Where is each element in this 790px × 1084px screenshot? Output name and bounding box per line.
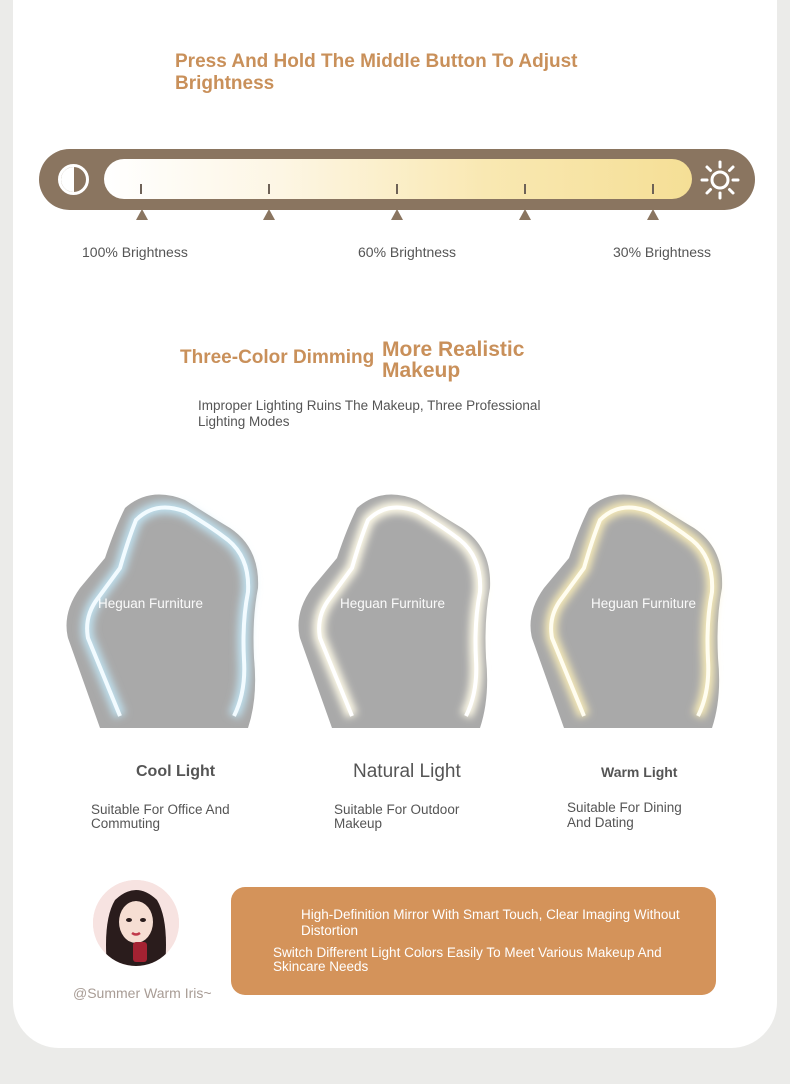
section-title: Three-Color Dimming: [180, 347, 375, 368]
mirror-warm-image: [524, 488, 734, 738]
half-circle-contrast-icon: [58, 164, 89, 195]
mode-desc-warm: Suitable For Dining And Dating: [567, 800, 682, 830]
review-text-2: Switch Different Light Colors Easily To Meet Various Makeup And Skincare Needs: [273, 945, 662, 974]
section-subtitle: Improper Lighting Ruins The Makeup, Three Professional Lighting Modes: [198, 398, 541, 429]
section-title-accent: More Realistic Makeup: [382, 338, 525, 382]
brightness-label-60: 60% Brightness: [358, 244, 457, 260]
mode-desc-natural: Suitable For Outdoor Makeup: [334, 802, 460, 831]
level-marker-icon: [519, 209, 531, 220]
level-marker-icon: [136, 209, 148, 220]
mirror-watermark: Heguan Furniture: [340, 596, 446, 611]
brightness-fill: [104, 159, 692, 199]
review-handle: @Summer Warm Iris~: [73, 985, 212, 1001]
bar-tick: [524, 184, 526, 194]
avatar: [93, 880, 179, 966]
bar-tick: [268, 184, 270, 194]
mode-name-cool: Cool Light: [136, 763, 216, 780]
brightness-label-30: 30% Brightness: [613, 244, 712, 260]
bar-tick: [396, 184, 398, 194]
mode-desc-cool: Suitable For Office And Commuting: [91, 802, 230, 831]
bar-tick: [140, 184, 142, 194]
mode-name-natural: Natural Light: [353, 761, 461, 782]
level-marker-icon: [647, 209, 659, 220]
mirror-watermark: Heguan Furniture: [98, 596, 204, 611]
level-marker-icon: [391, 209, 403, 220]
review-text-1: High-Definition Mirror With Smart Touch, Clear Imaging Without Distortion: [301, 907, 680, 938]
bar-tick: [652, 184, 654, 194]
mode-name-warm: Warm Light: [601, 764, 678, 780]
mirror-natural-image: [292, 488, 502, 738]
brightness-label-100: 100% Brightness: [82, 244, 188, 260]
page-title: Press And Hold The Middle Button To Adjust Brightness: [175, 51, 578, 94]
sun-icon: [700, 160, 740, 200]
level-marker-icon: [263, 209, 275, 220]
review-bubble: [231, 887, 716, 995]
mirror-cool-image: [60, 488, 270, 738]
mirror-watermark: Heguan Furniture: [591, 596, 697, 611]
